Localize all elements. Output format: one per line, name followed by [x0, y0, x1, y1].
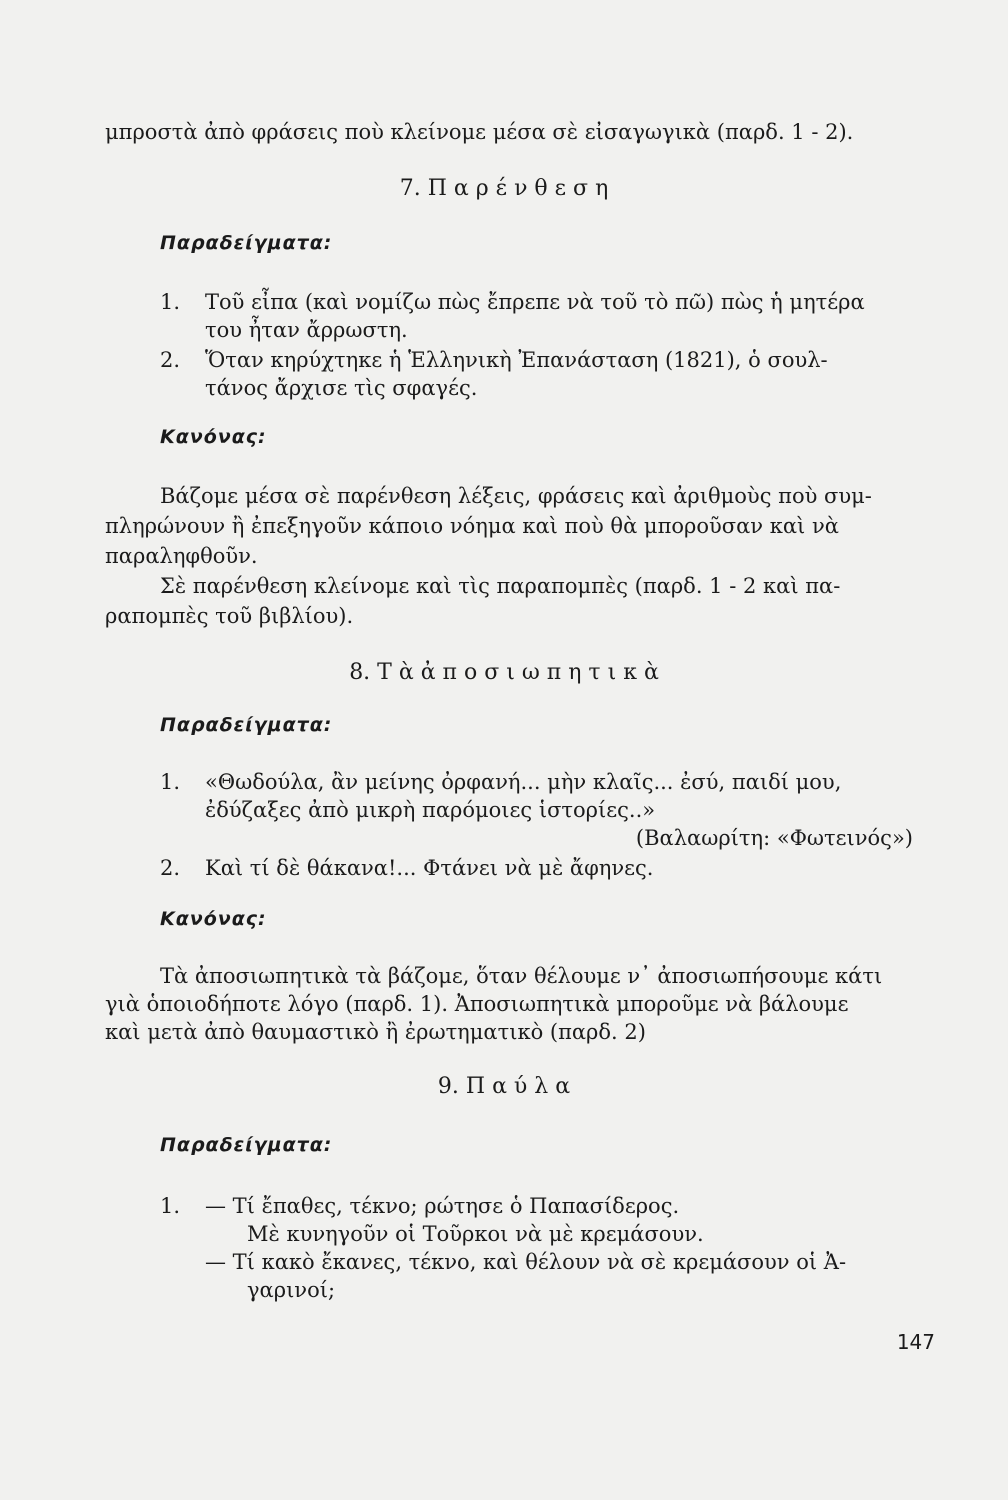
section-7-rule-line-2: πληρώνουν ἢ ἐπεξηγοῦν κάποιο νόημα καὶ ποὺ θὰ μποροῦσαν καὶ νὰ: [105, 514, 839, 538]
section-7-rule-line-4: Σὲ παρένθεση κλείνομε καὶ τὶς παραπομπὲς (παρδ. 1 - 2 καὶ πα-: [160, 574, 841, 598]
section-7-example-2-line-1: Ὅταν κηρύχτηκε ἡ Ἑλληνικὴ Ἐπανάσταση (1821), ὁ σουλ-: [205, 348, 828, 372]
section-8-example-1-number: 1.: [160, 770, 181, 794]
section-8-rule-line-2: γιὰ ὁποιοδήποτε λόγο (παρδ. 1). Ἀποσιωπητικὰ μποροῦμε νὰ βάλουμε: [105, 992, 849, 1016]
section-7-rule-line-3: παραληφθοῦν.: [105, 544, 258, 568]
section-7-examples-label: Παραδείγματα:: [160, 232, 333, 254]
section-9-heading: 9. Π α ύ λ α: [437, 1074, 571, 1099]
section-9-example-1-line-2: Μὲ κυνηγοῦν οἱ Τοῦρκοι νὰ μὲ κρεμάσουν.: [247, 1222, 704, 1246]
section-8-example-2-line-1: Καὶ τί δὲ θάκανα!... Φτάνει νὰ μὲ ἄφηνες.: [205, 856, 654, 880]
section-7-example-1-line-2: του ἦταν ἄρρωστη.: [205, 318, 408, 342]
section-7-heading: 7. Π α ρ έ ν θ ε σ η: [399, 176, 609, 201]
section-8-example-2-number: 2.: [160, 856, 181, 880]
page-number: 147: [896, 1330, 935, 1354]
section-7-rule-label: Κανόνας:: [160, 426, 267, 448]
section-9-examples-label: Παραδείγματα:: [160, 1134, 333, 1156]
section-7-example-2-line-2: τάνος ἄρχισε τὶς σφαγές.: [205, 376, 478, 400]
section-9-example-1-line-3: — Τί κακὸ ἔκανες, τέκνο, καὶ θέλουν νὰ σὲ κρεμάσουν οἱ Ἀ-: [205, 1250, 847, 1274]
section-8-heading: 8. Τ ὰ ἀ π ο σ ι ω π η τ ι κ ὰ: [349, 660, 659, 685]
section-8-rule-line-1: Τὰ ἀποσιωπητικὰ τὰ βάζομε, ὅταν θέλουμε ν᾽ ἀποσιωπήσουμε κάτι: [160, 964, 883, 988]
section-9-example-1-number: 1.: [160, 1194, 181, 1218]
section-7-rule-line-1: Βάζομε μέσα σὲ παρένθεση λέξεις, φράσεις καὶ ἀριθμοὺς ποὺ συμ-: [160, 484, 872, 508]
section-7-example-1-line-1: Τοῦ εἶπα (καὶ νομίζω πὼς ἔπρεπε νὰ τοῦ τὸ πῶ) πὼς ἡ μητέρα: [205, 290, 865, 314]
section-9-example-1-line-4: γαρινοί;: [247, 1278, 336, 1302]
section-7-rule-line-5: ραπομπὲς τοῦ βιβλίου).: [105, 604, 354, 628]
section-7-example-1-number: 1.: [160, 290, 181, 314]
section-8-rule-label: Κανόνας:: [160, 908, 267, 930]
intro-line: μπροστὰ ἀπὸ φράσεις ποὺ κλείνομε μέσα σὲ εἰσαγωγικὰ (παρδ. 1 - 2).: [105, 120, 854, 144]
section-9-example-1-line-1: — Τί ἔπαθες, τέκνο; ρώτησε ὁ Παπασίδερος.: [205, 1194, 680, 1218]
section-8-example-1-line-2: ἐδύζαξες ἀπὸ μικρὴ παρόμοιες ἱστορίες..»: [205, 798, 656, 822]
section-8-example-1-line-1: «Θωδούλα, ἂν μείνης ὀρφανή... μὴν κλαῖς... ἐσύ, παιδί μου,: [205, 770, 842, 794]
section-8-rule-line-3: καὶ μετὰ ἀπὸ θαυμαστικὸ ἢ ἐρωτηματικὸ (παρδ. 2): [105, 1020, 646, 1044]
section-8-example-1-source: (Βαλαωρίτη: «Φωτεινός»): [635, 826, 913, 850]
section-8-examples-label: Παραδείγματα:: [160, 714, 333, 736]
section-7-example-2-number: 2.: [160, 348, 181, 372]
